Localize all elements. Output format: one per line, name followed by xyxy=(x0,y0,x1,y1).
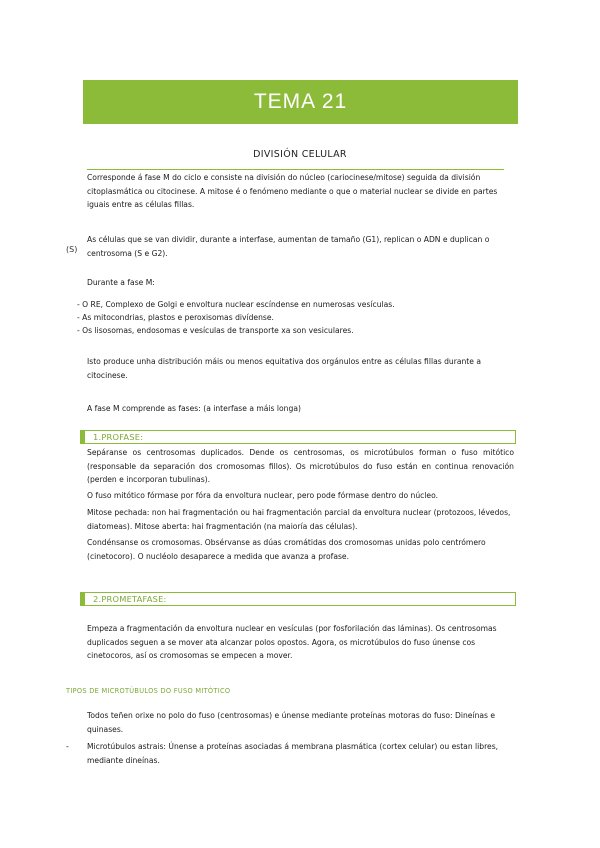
profase-paragraph-3: Mitose pechada: non hai fragmentación ou hai fragmentación parcial da envoltura nuclear (protozoos, lévedos, diatomeas). Mitose aberta: hai fragmentación (na maioría das células). xyxy=(87,508,511,531)
list-item: - Os lisosomas, endosomas e vesículas de transporte xa son vesiculares. xyxy=(77,326,354,335)
profase-paragraph-4: Condénsanse os cromosomas. Obsérvanse as dúas cromátidas dos cromosomas unidas polo centrómero (cinetocoro). O nucléolo desaparece a medida que avanza a profase. xyxy=(87,538,486,561)
profase-paragraph-1: Sepáranse os centrosomas duplicados. Dende os centrosomas, os microtúbulos forman o fuso mitótico (responsable da separación dos cromosomas fillos). Os microtúbulos do fuso están en continua renovación (perden e incorporan tubulinas). xyxy=(87,448,514,485)
list-item: - O RE, Complexo de Golgi e envoltura nuclear escíndense en numerosas vesículas. xyxy=(77,300,395,309)
intro-paragraph-3: Durante a fase M: xyxy=(87,278,155,287)
section-label: 2.PROMETAFASE: xyxy=(93,594,167,604)
intro-paragraph-4: Isto produce unha distribución máis ou menos equitativa dos orgánulos entre as células fillas durante a citocinese. xyxy=(87,357,482,380)
prometafase-paragraph-1: Empeza a fragmentación da envoltura nuclear en vesículas (por fosforilación das láminas). Os centrosomas duplicados seguen a se mover ata alcanzar polos opostos. Agora, os microtúbulos do fuso únense cos cinetocoros, así os cromosomas se empecen a mover. xyxy=(87,624,497,661)
intro-paragraph-5: A fase M comprende as fases: (a interfase a máis longa) xyxy=(87,404,301,413)
profase-paragraph-2: O fuso mitótico fórmase por fóra da envoltura nuclear, pero pode fórmase dentro do núcleo. xyxy=(87,491,439,500)
section-header-profase xyxy=(80,430,516,444)
microtubulos-paragraph-2: Microtúbulos astrais: Únense a proteínas asociadas á membrana plasmática (cortex celular) ou estan libres, mediante dineínas. xyxy=(87,742,499,765)
subsection-heading: TIPOS DE MICROTÚBULOS DO FUSO MITÓTICO xyxy=(66,687,231,695)
margin-note-s: (S) xyxy=(66,245,78,254)
section-subtitle: DIVISIÓN CELULAR xyxy=(253,149,347,160)
list-item: - As mitocondrias, plastos e peroxisomas divídense. xyxy=(77,313,274,322)
section-label: 1.PROFASE: xyxy=(93,432,144,442)
microtubulos-paragraph-1: Todos teñen orixe no polo do fuso (centrosomas) e únense mediante proteínas motoras do fuso: Dineínas e quinases. xyxy=(87,711,496,734)
section-header-prometafase xyxy=(80,592,516,606)
divider-line xyxy=(87,169,504,170)
intro-paragraph-2: As células que se van dividir, durante a interfase, aumentan de tamaño (G1), replican o ADN e duplican o centrosoma (S e G2). xyxy=(87,235,490,258)
dash-bullet: - xyxy=(66,742,69,751)
intro-paragraph-1: Corresponde á fase M do ciclo e consiste na división do núcleo (cariocinese/mitose) seguida da división citoplasmática ou citocinese. A mitose é o fenómeno mediante o que o material nuclear se divide en partes iguais entre as células fillas. xyxy=(87,173,498,210)
title-banner xyxy=(83,80,518,124)
page-title: TEMA 21 xyxy=(253,90,348,113)
